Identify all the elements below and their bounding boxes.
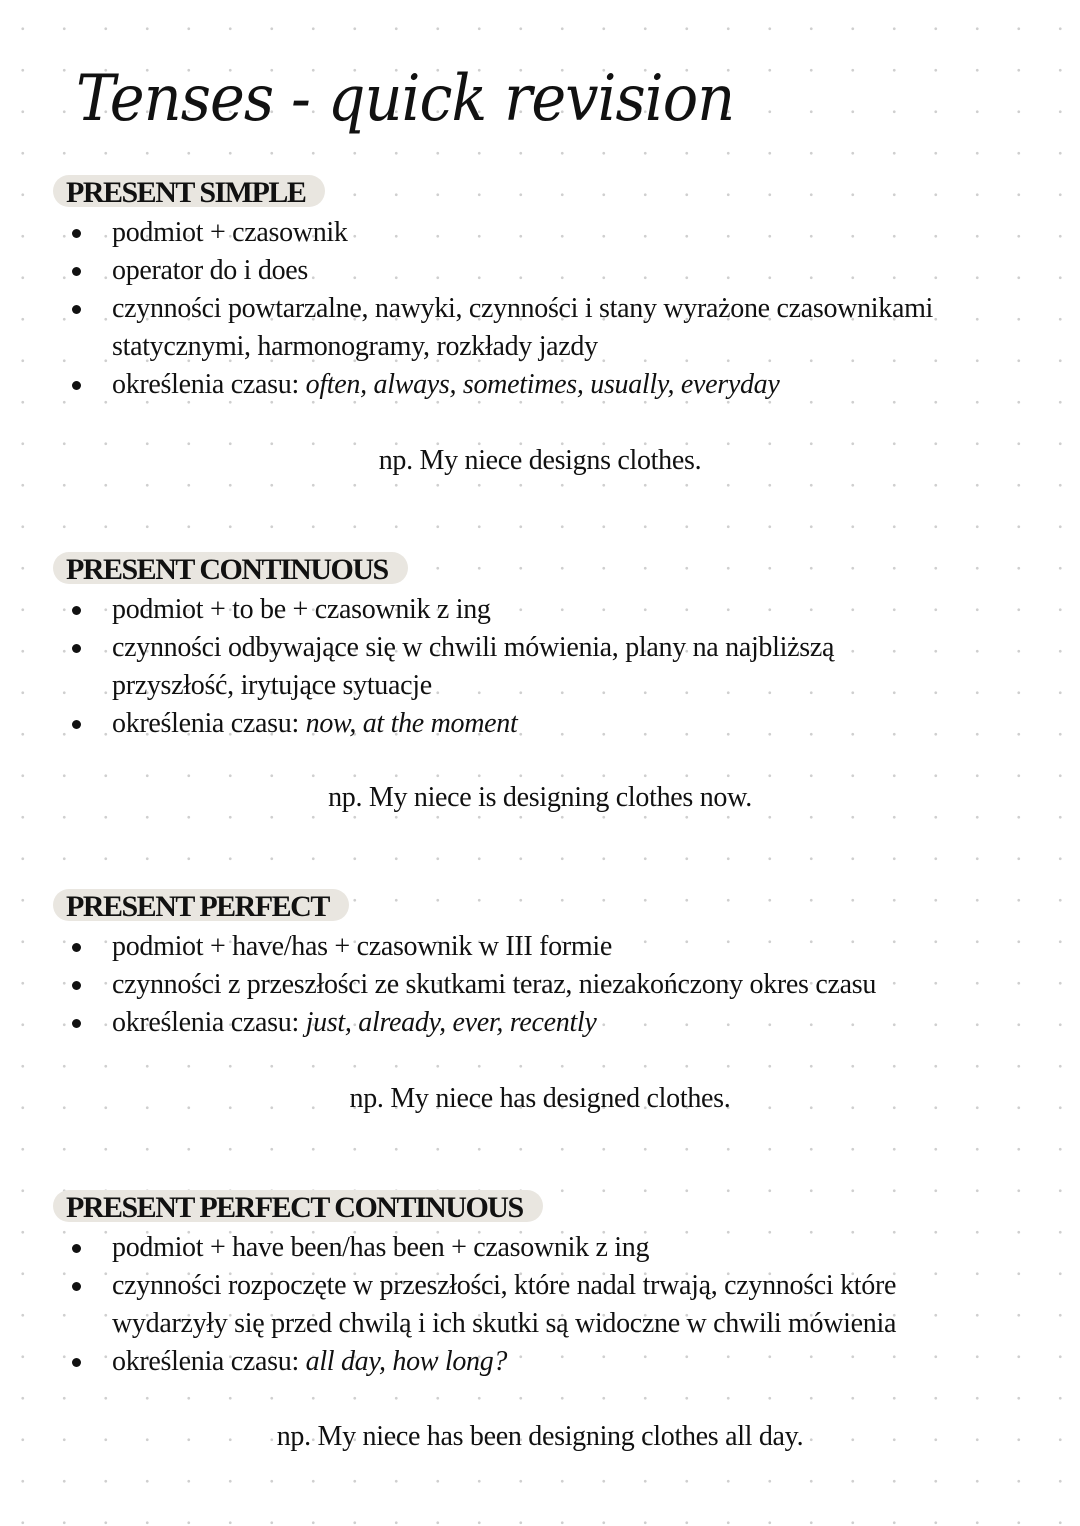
bullet-list [0,1229,960,1381]
section-heading: PRESENT PERFECT [53,889,349,921]
section-heading: PRESENT CONTINUOUS [53,552,408,584]
time-label: określenia czasu: [112,1007,306,1038]
bullet-list [0,591,880,743]
bullet-list [0,214,980,404]
time-label: określenia czasu: [112,369,306,400]
time-words: often, always, sometimes, usually, everyday [305,369,780,400]
time-label: określenia czasu: [112,708,306,739]
example-sentence: np. My niece has been designing clothes all day. [276,1421,804,1452]
time-words: all day, how long? [305,1346,508,1377]
example-sentence: np. My niece is designing clothes now. [328,782,752,813]
time-label: określenia czasu: [112,1346,306,1377]
list-item: podmiot + have been/has been + czasownik z ing [0,1229,960,1267]
list-item: operator do i does [0,252,980,290]
list-item: podmiot + have/has + czasownik w III formie [0,928,1000,966]
example-sentence: np. My niece designs clothes. [378,445,702,476]
list-item: czynności powtarzalne, nawyki, czynności i stany wyrażone czasownikami statycznymi, harmonogramy, rozkłady jazdy [0,290,980,366]
list-item: podmiot + czasownik [0,214,980,252]
section-heading: PRESENT PERFECT CONTINUOUS [53,1190,543,1222]
list-item: podmiot + to be + czasownik z ing [0,591,880,629]
list-item [0,1343,960,1381]
list-item: czynności z przeszłości ze skutkami teraz, niezakończony okres czasu [0,966,1000,1004]
list-item [0,705,880,743]
time-words: just, already, ever, recently [305,1007,597,1038]
list-item: czynności odbywające się w chwili mówienia, plany na najbliższą przyszłość, irytujące sytuacje [0,629,880,705]
list-item: czynności rozpoczęte w przeszłości, które nadal trwają, czynności które wydarzyły się przed chwilą i ich skutki są widoczne w chwili mówienia [0,1267,960,1343]
list-item [0,1004,1000,1042]
example-sentence: np. My niece has designed clothes. [349,1083,731,1114]
bullet-list [0,928,1000,1042]
time-words: now, at the moment [305,708,518,739]
section-heading: PRESENT SIMPLE [53,175,325,207]
page-title: Tenses - quick revision [76,62,735,136]
list-item [0,366,980,404]
